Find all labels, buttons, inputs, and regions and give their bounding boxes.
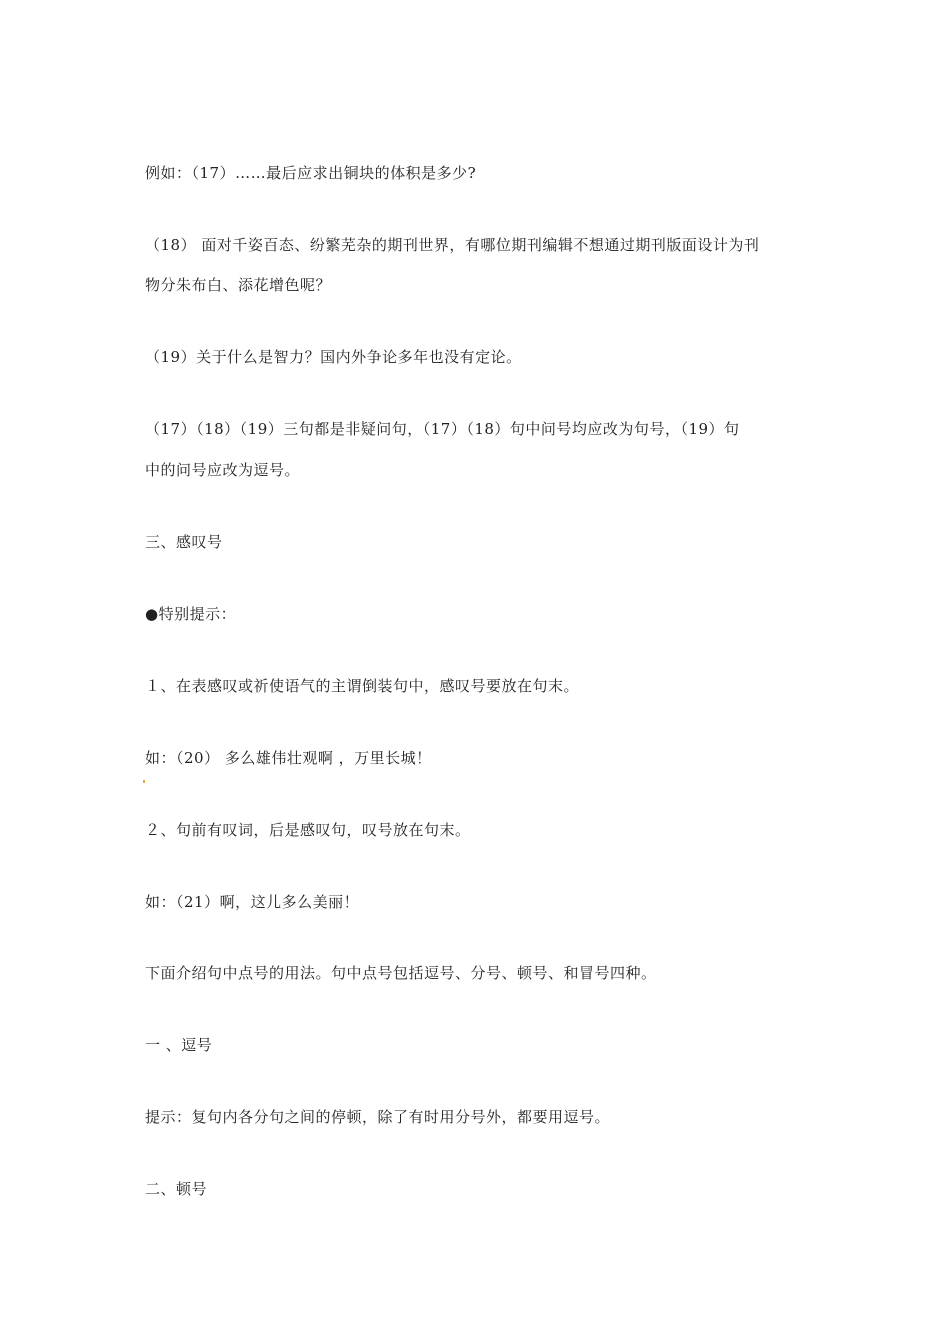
example-21-line: 如：（21）啊，这儿多么美丽！ xyxy=(145,893,360,911)
explanation-line-2: 中的问号应改为逗号。 xyxy=(145,461,301,479)
example-18-line-2: 物分朱布白、添花增色呢？ xyxy=(145,276,332,294)
explanation-line-1: （17）（18）（19）三句都是非疑问句，（17）（18）句中问号均应改为句号，（19）句 xyxy=(145,420,740,438)
intro-paragraph: 下面介绍句中点号的用法。句中点号包括逗号、分号、顿号、和冒号四种。 xyxy=(145,964,657,982)
stray-mark xyxy=(143,780,145,783)
comma-tip-line: 提示：复句内各分句之间的停顿，除了有时用分号外，都要用逗号。 xyxy=(145,1108,611,1126)
section-heading-enumeration-comma: 二、顿号 xyxy=(145,1180,208,1198)
example-19-line: （19）关于什么是智力？国内外争论多年也没有定论。 xyxy=(145,348,522,366)
example-18-line-1: （18） 面对千姿百态、纷繁芜杂的期刊世界，有哪位期刊编辑不想通过期刊版面设计为刊 xyxy=(145,236,760,254)
section-heading-exclamation: 三、感叹号 xyxy=(145,533,223,551)
section-heading-comma: 一 、逗号 xyxy=(145,1036,213,1054)
example-20-line: 如：（20） 多么雄伟壮观啊 ，万里长城！ xyxy=(145,749,432,767)
tip-2-line: ２、句前有叹词，后是感叹句，叹号放在句末。 xyxy=(145,821,471,839)
example-17-line: 例如：（17）……最后应求出铜块的体积是多少? xyxy=(145,164,477,182)
special-tip-heading: ●特别提示： xyxy=(145,605,237,623)
tip-1-line: １、在表感叹或祈使语气的主谓倒装句中，感叹号要放在句末。 xyxy=(145,677,580,695)
